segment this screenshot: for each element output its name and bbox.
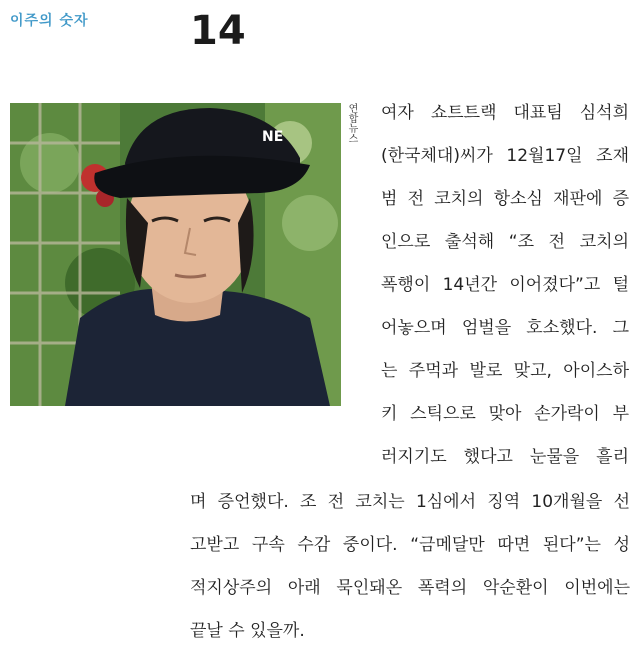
article-line: 여자 쇼트트랙 대표팀 심석희 <box>381 103 629 123</box>
news-photo <box>10 103 341 406</box>
article-line: 끝날 수 있을까. <box>190 621 305 641</box>
article-line: 는 주먹과 발로 맞고, 아이스하 <box>381 361 629 381</box>
article-line: 고받고 구속 수감 중이다. “금메달만 따면 된다”는 성 <box>190 535 630 555</box>
article-line: 인으로 출석해 “조 전 코치의 <box>381 232 629 252</box>
article-line: 키 스틱으로 맞아 손가락이 부 <box>381 404 629 424</box>
article-line: 적지상주의 아래 묵인돼온 폭력의 악순환이 이번에는 <box>190 578 630 598</box>
photo-credit: 연합뉴스 <box>346 103 357 143</box>
article-line: 러지기도 했다고 눈물을 흘리 <box>381 447 629 467</box>
cap-logo-text: NE <box>262 129 284 145</box>
featured-number: 14 <box>190 8 246 54</box>
article-line: 폭행이 14년간 이어졌다”고 털 <box>381 275 629 295</box>
article-line: 범 전 코치의 항소심 재판에 증 <box>381 189 629 209</box>
section-label: 이주의 숫자 <box>10 13 89 29</box>
article-line: 며 증언했다. 조 전 코치는 1심에서 징역 10개월을 선 <box>190 492 630 512</box>
article-line: 어놓으며 엄벌을 호소했다. 그 <box>381 318 629 338</box>
article-line: (한국체대)씨가 12월17일 조재 <box>381 146 629 166</box>
